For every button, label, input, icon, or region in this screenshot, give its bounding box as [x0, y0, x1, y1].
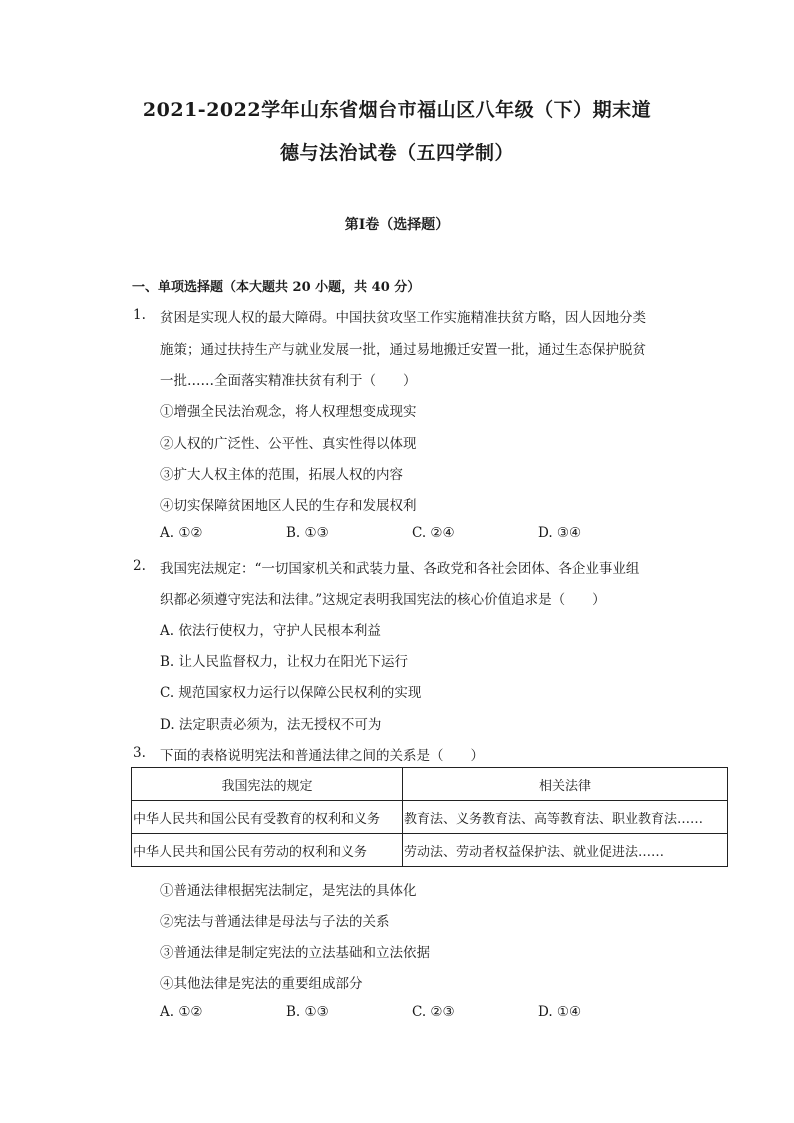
table-header-cell: 我国宪法的规定: [132, 768, 403, 801]
answer-option-b[interactable]: B. 让人民监督权力，让权力在阳光下运行: [160, 654, 409, 670]
statement: ④其他法律是宪法的重要组成部分: [160, 976, 363, 992]
answer-option-d[interactable]: D. ①④: [538, 1004, 582, 1020]
table-header-row: [132, 768, 728, 801]
question-stem-line: 下面的表格说明宪法和普通法律之间的关系是（ ）: [160, 748, 484, 764]
question-stem-line: 一批……全面落实精准扶贫有利于（ ）: [160, 373, 417, 389]
table-cell: 教育法、义务教育法、高等教育法、职业教育法……: [403, 801, 728, 834]
question-stem-line: 贫困是实现人权的最大障碍。中国扶贫攻坚工作实施精准扶贫方略，因人因地分类: [160, 310, 646, 326]
question-number: 2.: [133, 558, 146, 574]
volume-title: 第Ⅰ卷（选择题）: [344, 217, 450, 233]
table-cell: 中华人民共和国公民有劳动的权利和义务: [132, 834, 403, 867]
answer-option-d[interactable]: D. ③④: [538, 525, 582, 541]
law-relation-table: [131, 767, 728, 867]
answer-option-a[interactable]: A. ①②: [160, 525, 203, 541]
question-stem-line: 我国宪法规定：“一切国家机关和武装力量、各政党和各社会团体、各企业事业组: [160, 561, 640, 577]
table-cell: 劳动法、劳动者权益保护法、就业促进法……: [403, 834, 728, 867]
answer-option-c[interactable]: C. ②③: [412, 1004, 455, 1020]
table-row: [132, 801, 728, 834]
section-heading: 一、单项选择题（本大题共 20 小题，共 40 分）: [132, 280, 421, 295]
answer-option-c[interactable]: C. ②④: [412, 525, 455, 541]
document-title-line-2: 德与法治试卷（五四学制）: [279, 142, 514, 164]
question-number: 1.: [133, 307, 146, 323]
question-stem-line: 织都必须遵守宪法和法律。”这规定表明我国宪法的核心价值追求是（ ）: [160, 592, 606, 608]
table-row: [132, 834, 728, 867]
document-title-line-1: 2021-2022学年山东省烟台市福山区八年级（下）期末道: [142, 99, 652, 121]
table-header-cell: 相关法律: [403, 768, 728, 801]
statement: ④切实保障贫困地区人民的生存和发展权利: [160, 498, 417, 514]
statement: ③扩大人权主体的范围，拓展人权的内容: [160, 467, 403, 483]
answer-option-b[interactable]: B. ①③: [286, 1004, 329, 1020]
answer-option-a[interactable]: A. 依法行使权力，守护人民根本利益: [160, 623, 381, 639]
answer-option-c[interactable]: C. 规范国家权力运行以保障公民权利的实现: [160, 685, 422, 701]
answer-option-d[interactable]: D. 法定职责必须为，法无授权不可为: [160, 717, 382, 733]
answer-option-a[interactable]: A. ①②: [160, 1004, 203, 1020]
statement: ②宪法与普通法律是母法与子法的关系: [160, 914, 390, 930]
answer-option-b[interactable]: B. ①③: [286, 525, 329, 541]
question-stem-line: 施策；通过扶持生产与就业发展一批，通过易地搬迁安置一批，通过生态保护脱贫: [160, 342, 646, 358]
question-number: 3.: [133, 745, 146, 761]
statement: ①普通法律根据宪法制定，是宪法的具体化: [160, 883, 417, 899]
table-cell: 中华人民共和国公民有受教育的权利和义务: [132, 801, 403, 834]
statement: ③普通法律是制定宪法的立法基础和立法依据: [160, 945, 430, 961]
statement: ①增强全民法治观念，将人权理想变成现实: [160, 404, 417, 420]
statement: ②人权的广泛性、公平性、真实性得以体现: [160, 436, 417, 452]
